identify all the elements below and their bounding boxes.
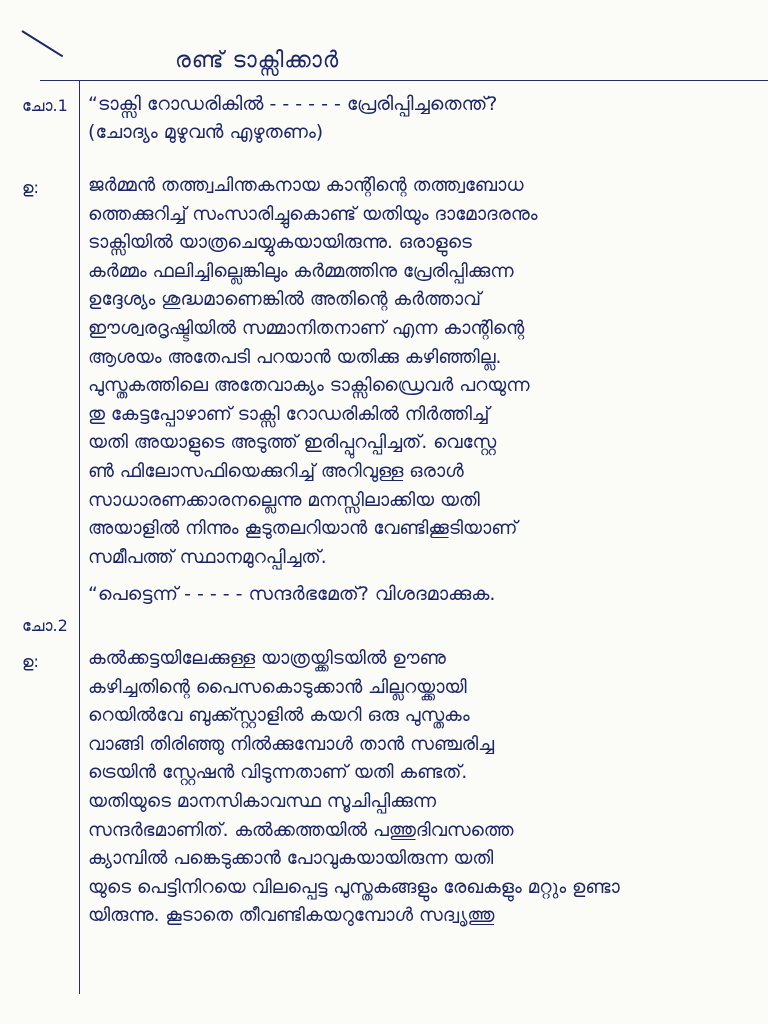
answer-2-label: ഉ: [22, 652, 39, 671]
question-2-label: ചോ.2 [22, 616, 68, 635]
answer-2-text: കൽക്കട്ടയിലേക്കുള്ള യാത്രയ്ക്കിടയിൽ ഊണു കഴിച്ചതിന്റെ പൈസകൊടുക്കാൻ ചില്ലറയ്ക്കായി റെയിൽവേ ബുക്ക്സ്റ്റാളിൽ കയറി ഒരു പുസ്തകം വാങ്ങി തിരിഞ്ഞു നിൽക്കുമ്പോൾ താൻ സഞ്ചരിച്ച ട്രെയിൻ സ്റ്റേഷൻ വിടുന്നതാണ് യതി കണ്ടത്. യതിയുടെ മാനസികാവസ്ഥ സൂചിപ്പിക്കുന്ന സന്ദർഭമാണിത്. കൽക്കത്തയിൽ പത്തുദിവസത്തെ ക്യാമ്പിൽ പങ്കെടുക്കാൻ പോവുകയായിരുന്ന യതി യുടെ പെട്ടിനിറയെ വിലപ്പെട്ട പുസ്തകങ്ങളും രേഖകളും മറ്റും ഉണ്ടാ യിരുന്നു. കൂടാതെ തീവണ്ടികയറുമ്പോൾ സദ്വൃത്തു [88, 648, 620, 927]
margin-line [79, 80, 80, 994]
question-1-text: “ടാക്സി റോഡരികിൽ - - - - - - പ്രേരിപ്പിച്ചതെന്ത്? (ചോദ്യം മുഴുവൻ എഴുതണം) [88, 93, 498, 143]
page-title: രണ്ട് ടാക്സിക്കാർ [175, 48, 340, 73]
header-rule [40, 80, 768, 81]
answer-1-text: ജർമ്മൻ തത്ത്വചിന്തകനായ കാന്റിന്റെ തത്ത്വബോധ ത്തെക്കുറിച്ച് സംസാരിച്ചുകൊണ്ട് യതിയും ദാമോദരനും ടാക്സിയിൽ യാത്രചെയ്യുകയായിരുന്നു. ഒരാളുടെ കർമ്മം ഫലിച്ചില്ലെങ്കിലും കർമ്മത്തിനു പ്രേരിപ്പിക്കുന്ന ഉദ്ദേശ്യം ശുദ്ധമാണെങ്കിൽ അതിന്റെ കർത്താവ് ഈശ്വരദൃഷ്ടിയിൽ സമ്മാനിതനാണ് എന്ന കാന്റിന്റെ ആശയം അതേപടി പറയാൻ യതിക്കു കഴിഞ്ഞില്ല. പുസ്തകത്തിലെ അതേവാക്യം ടാക്സിഡ്രൈവർ പറയുന്ന തു കേട്ടപ്പോഴാണ് ടാക്സി റോഡരികിൽ നിർത്തിച്ച് യതി അയാളുടെ അടുത്ത് ഇരിപ്പുറപ്പിച്ചത്. വെസ്റ്റേ ൺ ഫിലോസഫിയെക്കുറിച്ച് അറിവുള്ള ഒരാൾ സാധാരണക്കാരനല്ലെന്നു മനസ്സിലാക്കിയ യതി അയാളിൽ നിന്നും കൂടുതലറിയാൻ വേണ്ടിക്കൂടിയാണ് സമീപത്ത് സ്ഥാനമുറപ്പിച്ചത്. [88, 175, 538, 568]
answer-1-label: ഉ: [22, 178, 39, 197]
corner-mark [21, 30, 63, 57]
question-2-text: “പെട്ടെന്ന് - - - - - സന്ദർഭമേത്? വിശദമാക്കുക. [88, 583, 496, 605]
question-1-label: ചോ.1 [22, 96, 68, 115]
